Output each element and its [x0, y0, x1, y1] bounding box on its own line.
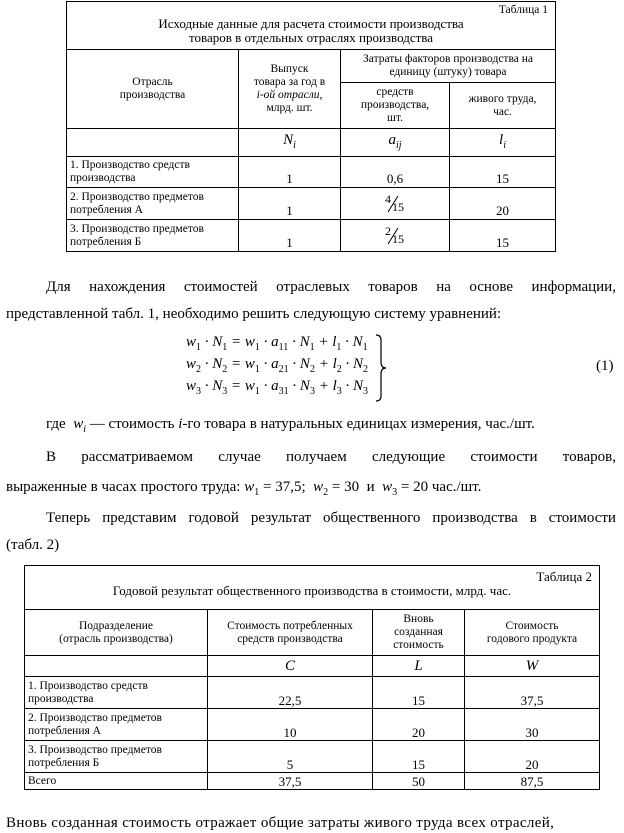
- symbol-N: $N_i$: [239, 129, 341, 157]
- row3-output: 1: [239, 220, 341, 252]
- symbol-blank: [25, 656, 208, 677]
- t2-row1-l: 15: [373, 677, 465, 709]
- table-2-number: Таблица 2: [536, 569, 592, 584]
- table-2-title: Годовой результат общественного производства в стоимости, млрд. час.: [112, 583, 512, 598]
- table-1-title-line2: товаров в отдельных отраслях производства: [188, 30, 434, 45]
- t2-total-w: 87,5: [465, 773, 600, 790]
- header-division: Подразделение (отрасль производства): [25, 610, 208, 656]
- word: стоимости: [548, 510, 616, 526]
- word: товаров,: [562, 449, 616, 465]
- fraction: 2 15: [385, 224, 404, 246]
- table-total-row: [25, 773, 600, 790]
- header-labor: [450, 83, 556, 129]
- row2-means: [341, 188, 450, 220]
- header-costs-line1: Затраты факторов производства на: [363, 53, 533, 65]
- paragraph-1-line-1: [46, 279, 616, 296]
- word: стоимостей: [183, 279, 258, 295]
- header-means-line1: средств: [376, 86, 414, 98]
- t2-row2-c: 10: [208, 709, 373, 741]
- header-costs: [341, 50, 556, 83]
- table-1-title-line1: Исходные данные для расчета стоимости производства: [158, 16, 464, 31]
- word: отраслевых: [276, 279, 350, 295]
- right-brace-icon: [374, 334, 388, 402]
- word: следующие: [371, 449, 446, 465]
- word: Теперь: [46, 510, 91, 526]
- header-branch-line2: производства: [119, 89, 186, 101]
- word: В: [46, 449, 57, 465]
- t2-row3-w: 20: [465, 741, 600, 773]
- t2-total-l: 50: [373, 773, 465, 790]
- symbol-a: $a_{ij}$: [341, 129, 450, 157]
- equation-system: [186, 334, 386, 404]
- word: основе: [469, 279, 514, 295]
- paragraph-3-line-2: (табл. 2): [6, 537, 60, 553]
- t2-row2-l: 20: [373, 709, 465, 741]
- t2-row1-c: 22,5: [208, 677, 373, 709]
- header-w: Стоимость годового продукта: [465, 610, 600, 656]
- word: на: [436, 279, 451, 295]
- paragraph-3-line-1: [46, 510, 616, 527]
- word: Для: [46, 279, 71, 295]
- t2-total-name: Всего: [25, 773, 208, 790]
- table-1: [66, 1, 556, 252]
- symbol-L: L: [373, 656, 465, 677]
- header-branch-line1: Отрасль: [132, 76, 173, 88]
- word: общественного: [323, 510, 421, 526]
- table-row: [25, 677, 600, 709]
- equation-2: $w_2 \cdot N_2 = w_1 \cdot a_{21} \cdot N_2 + l_2 \cdot N_2$: [186, 356, 368, 375]
- header-c: Стоимость потребленных средств производства: [208, 610, 373, 656]
- table-row: [67, 220, 556, 252]
- row3-labor: 15: [450, 220, 556, 252]
- row2-output: 1: [239, 188, 341, 220]
- word: товаров: [368, 279, 418, 295]
- word: результат: [250, 510, 312, 526]
- header-output-line3: i-ой отрасли,: [256, 89, 323, 101]
- t2-row3-c: 5: [208, 741, 373, 773]
- word: в: [529, 510, 537, 526]
- header-branch: [67, 50, 239, 129]
- row1-labor: 15: [450, 157, 556, 188]
- fraction: 4 15: [385, 192, 404, 214]
- where-line: где $w_i$ — стоимость i-го товара в натуральных единицах измерения, час./шт.: [46, 416, 535, 435]
- symbol-C: C: [208, 656, 373, 677]
- t2-row3-name: 3. Производство предметов потребления Б: [25, 741, 208, 773]
- header-means: [341, 83, 450, 129]
- header-output-line4: млрд. шт.: [266, 102, 313, 114]
- row1-name: 1. Производство средств производства: [67, 157, 239, 188]
- word: стоимости: [470, 449, 538, 465]
- t2-row1-w: 37,5: [465, 677, 600, 709]
- row2-name: 2. Производство предметов потребления А: [67, 188, 239, 220]
- t2-total-c: 37,5: [208, 773, 373, 790]
- word: производства: [432, 510, 518, 526]
- table-1-caption: [67, 2, 556, 50]
- row3-name: 3. Производство предметов потребления Б: [67, 220, 239, 252]
- row1-means: 0,6: [341, 157, 450, 188]
- header-costs-line2: единицу (штуку) товара: [389, 66, 507, 78]
- header-means-line2: производства,: [360, 99, 430, 111]
- t2-row1-name: 1. Производство средств производства: [25, 677, 208, 709]
- paragraph-2-line-2: выраженные в часах простого труда: $w_1 = 37,5$; $w_2 = 30$ и $w_3 = 20$ час./шт.: [6, 479, 482, 498]
- table-2: [24, 565, 600, 790]
- header-output-line1: Выпуск: [270, 63, 309, 75]
- paragraph-4-line-1: Вновь созданная стоимость отражает общие затраты живого труда всех отраслей,: [6, 815, 555, 831]
- equation-1: $w_1 \cdot N_1 = w_1 \cdot a_{11} \cdot N_1 + l_1 \cdot N_1$: [186, 334, 368, 353]
- table-row: [67, 157, 556, 188]
- header-means-line3: шт.: [387, 112, 403, 124]
- row2-labor: 20: [450, 188, 556, 220]
- symbol-W: W: [465, 656, 600, 677]
- header-labor-line2: час.: [493, 105, 512, 118]
- header-labor-line1: живого труда,: [468, 92, 537, 105]
- word: случае: [218, 449, 261, 465]
- equation-3: $w_3 \cdot N_3 = w_1 \cdot a_{31} \cdot N_3 + l_3 \cdot N_3$: [186, 378, 368, 397]
- equation-number: (1): [596, 358, 614, 374]
- table-row: [67, 188, 556, 220]
- t2-row3-l: 15: [373, 741, 465, 773]
- row1-output: 1: [239, 157, 341, 188]
- header-output-line2: товара за год в: [253, 76, 326, 88]
- table-row: [25, 709, 600, 741]
- table-row: [25, 741, 600, 773]
- word: рассматриваемом: [81, 449, 194, 465]
- word: годовой: [188, 510, 239, 526]
- word: представим: [102, 510, 177, 526]
- word: информации,: [531, 279, 616, 295]
- t2-row2-name: 2. Производство предметов потребления А: [25, 709, 208, 741]
- header-output: [239, 50, 341, 129]
- paragraph-2-line-1: [46, 449, 616, 466]
- table-2-caption: [25, 566, 600, 610]
- word: нахождения: [89, 279, 166, 295]
- word: получаем: [286, 449, 347, 465]
- header-l: Вновь созданная стоимость: [373, 610, 465, 656]
- table-1-number: Таблица 1: [498, 4, 548, 16]
- t2-row2-w: 30: [465, 709, 600, 741]
- symbol-blank: [67, 129, 239, 157]
- paragraph-1-line-2: представленной табл. 1, необходимо решить следующую систему уравнений:: [6, 306, 502, 322]
- row3-means: [341, 220, 450, 252]
- symbol-l: $l_i$: [450, 129, 556, 157]
